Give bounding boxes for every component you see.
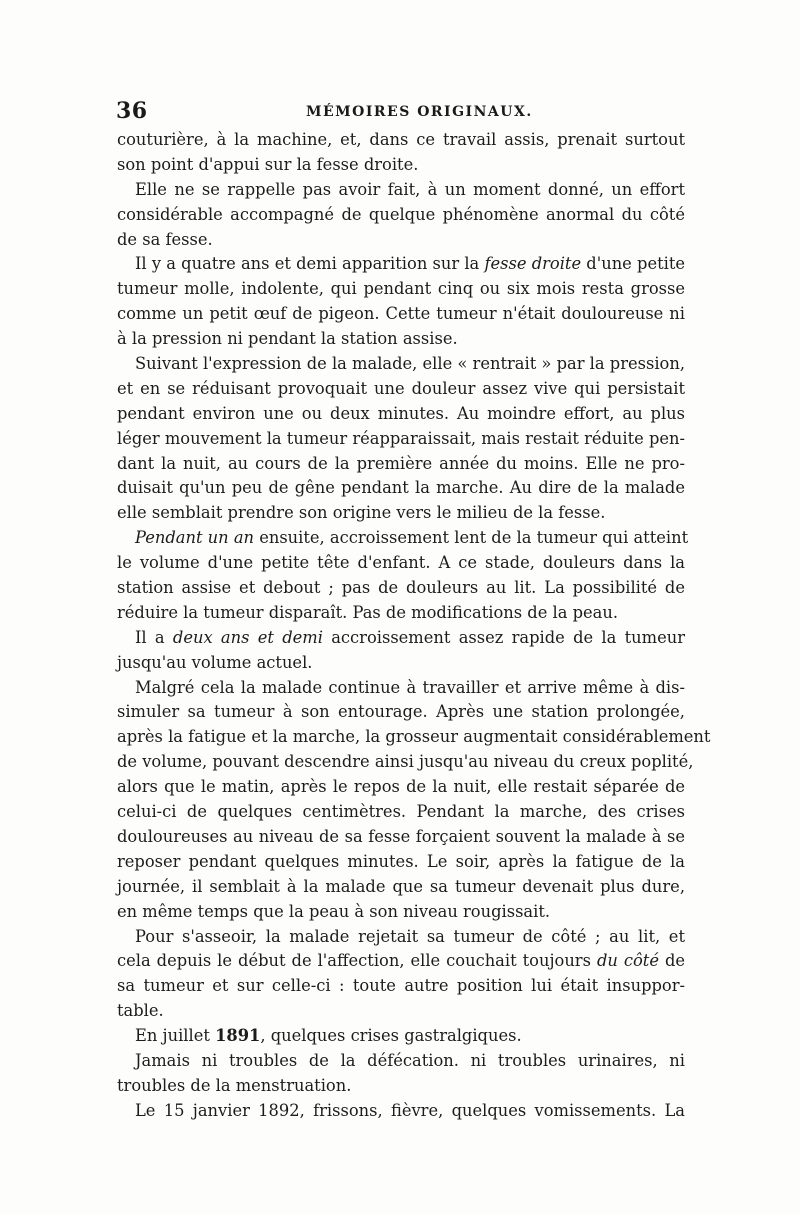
text-run: Jamais ni troubles de la défécation. ni troubles urinaires, ni xyxy=(135,1050,685,1070)
text-run: troubles de la menstruation. xyxy=(117,1075,352,1095)
italic-run: deux ans et demi xyxy=(172,627,323,647)
text-run: Pour s'asseoir, la malade rejetait sa tumeur de côté ; au lit, et xyxy=(135,926,685,946)
text-run: duisait qu'un peu de gêne pendant la marche. Au dire de la malade xyxy=(117,478,685,498)
text-line xyxy=(117,402,685,427)
text-run: de xyxy=(658,951,686,971)
text-run: journée, il semblait à la malade que sa tumeur devenait plus dure, xyxy=(117,876,685,896)
text-run: couturière, à la machine, et, dans ce travail assis, prenait surtout xyxy=(117,130,685,149)
text-line xyxy=(117,526,689,551)
text-run: de sa fesse. xyxy=(117,229,213,249)
text-line xyxy=(117,277,685,302)
text-line xyxy=(117,850,685,875)
bold-run: 1891 xyxy=(215,1026,261,1046)
text-run: , quelques crises gastralgiques. xyxy=(260,1026,522,1046)
italic-run: Pendant un an xyxy=(135,528,255,548)
text-run: douloureuses au niveau de sa fesse forçaient souvent la malade à se xyxy=(117,826,685,846)
text-run: considérable accompagné de quelque phénomène anormal du côté xyxy=(117,204,685,224)
page-header xyxy=(116,98,686,128)
text-line xyxy=(117,974,685,999)
text-line xyxy=(117,153,685,178)
text-run: le volume d'une petite tête d'enfant. A ce stade, douleurs dans la xyxy=(117,553,685,573)
text-run: à la pression ni pendant la station assise. xyxy=(117,329,458,349)
text-run: d'une petite xyxy=(581,254,686,274)
text-line xyxy=(117,252,685,277)
text-line xyxy=(117,999,685,1024)
text-run: comme un petit œuf de pigeon. Cette tumeur n'était douloureuse ni xyxy=(117,304,685,324)
text-line xyxy=(117,501,685,526)
text-run: et en se réduisant provoquait une douleur assez vive qui persistait xyxy=(117,378,685,398)
text-run: sa tumeur et sur celle-ci : toute autre position lui était insuppor- xyxy=(117,976,685,996)
text-line xyxy=(117,352,685,377)
text-line xyxy=(117,900,685,925)
text-line xyxy=(117,626,685,651)
text-line xyxy=(117,551,685,576)
text-run: son point d'appui sur la fesse droite. xyxy=(117,154,419,174)
text-line xyxy=(117,1024,685,1049)
text-line xyxy=(117,925,685,950)
text-line xyxy=(117,228,685,253)
text-line xyxy=(117,377,685,402)
running-head: MÉMOIRES ORIGINAUX. xyxy=(306,104,533,120)
text-line xyxy=(117,452,685,477)
text-line xyxy=(117,1099,685,1124)
text-run: reposer pendant quelques minutes. Le soir, après la fatigue de la xyxy=(117,851,685,871)
text-line xyxy=(117,800,685,825)
text-run: réduire la tumeur disparaît. Pas de modifications de la peau. xyxy=(117,602,619,622)
text-run: après la fatigue et la marche, la grosseur augmentait considérablement xyxy=(117,727,711,747)
text-line xyxy=(117,1049,685,1074)
text-run: dant la nuit, au cours de la première année du moins. Elle ne pro- xyxy=(117,453,685,473)
text-line xyxy=(117,700,685,725)
text-run: Malgré cela la malade continue à travailler et arrive même à dis- xyxy=(135,677,685,697)
text-run: jusqu'au volume actuel. xyxy=(117,652,313,672)
text-run: table. xyxy=(117,1001,164,1021)
text-run: Il y a quatre ans et demi apparition sur la xyxy=(135,254,485,274)
text-line xyxy=(117,327,685,352)
text-line xyxy=(117,476,685,501)
body-text xyxy=(117,128,711,1124)
text-run: Elle ne se rappelle pas avoir fait, à un moment donné, un effort xyxy=(135,179,685,199)
italic-run: fesse droite xyxy=(484,254,582,274)
text-run: léger mouvement la tumeur réapparaissait, mais restait réduite pen- xyxy=(117,428,685,448)
text-line xyxy=(117,302,685,327)
text-line xyxy=(117,949,685,974)
text-run: celui-ci de quelques centimètres. Pendant la marche, des crises xyxy=(117,802,685,822)
text-run: elle semblait prendre son origine vers le milieu de la fesse. xyxy=(117,503,606,523)
text-line xyxy=(117,203,685,228)
text-run: Le 15 janvier 1892, frissons, fièvre, quelques vomissements. La xyxy=(135,1100,685,1120)
text-line xyxy=(117,825,685,850)
text-run: En juillet xyxy=(135,1026,216,1046)
text-line xyxy=(117,178,685,203)
text-line xyxy=(117,750,694,775)
text-run: station assise et debout ; pas de douleurs au lit. La possibilité de xyxy=(117,578,685,598)
text-line xyxy=(117,576,685,601)
text-line xyxy=(117,676,685,701)
text-run: Il a xyxy=(135,627,173,647)
text-line xyxy=(117,128,685,153)
text-line xyxy=(117,601,685,626)
text-run: en même temps que la peau à son niveau rougissait. xyxy=(117,901,551,921)
page-number: 36 xyxy=(116,98,148,124)
text-run: Suivant l'expression de la malade, elle « rentrait » par la pression, xyxy=(135,354,685,374)
text-line xyxy=(117,775,685,800)
text-line xyxy=(117,1074,685,1099)
text-run: ensuite, accroissement lent de la tumeur qui atteint xyxy=(254,528,689,548)
text-run: pendant environ une ou deux minutes. Au moindre effort, au plus xyxy=(117,403,685,423)
text-line xyxy=(117,725,711,750)
italic-run: du côté xyxy=(596,951,659,971)
text-run: accroissement assez rapide de la tumeur xyxy=(322,627,685,647)
text-run: de volume, pouvant descendre ainsi jusqu'au niveau du creux poplité, xyxy=(117,752,694,772)
text-line xyxy=(117,427,685,452)
text-run: cela depuis le début de l'affection, elle couchait toujours xyxy=(117,951,597,971)
text-line xyxy=(117,651,685,676)
text-run: simuler sa tumeur à son entourage. Après une station prolongée, xyxy=(117,702,685,722)
text-line xyxy=(117,875,685,900)
text-run: alors que le matin, après le repos de la nuit, elle restait séparée de xyxy=(117,777,685,797)
text-run: tumeur molle, indolente, qui pendant cinq ou six mois resta grosse xyxy=(117,279,685,299)
